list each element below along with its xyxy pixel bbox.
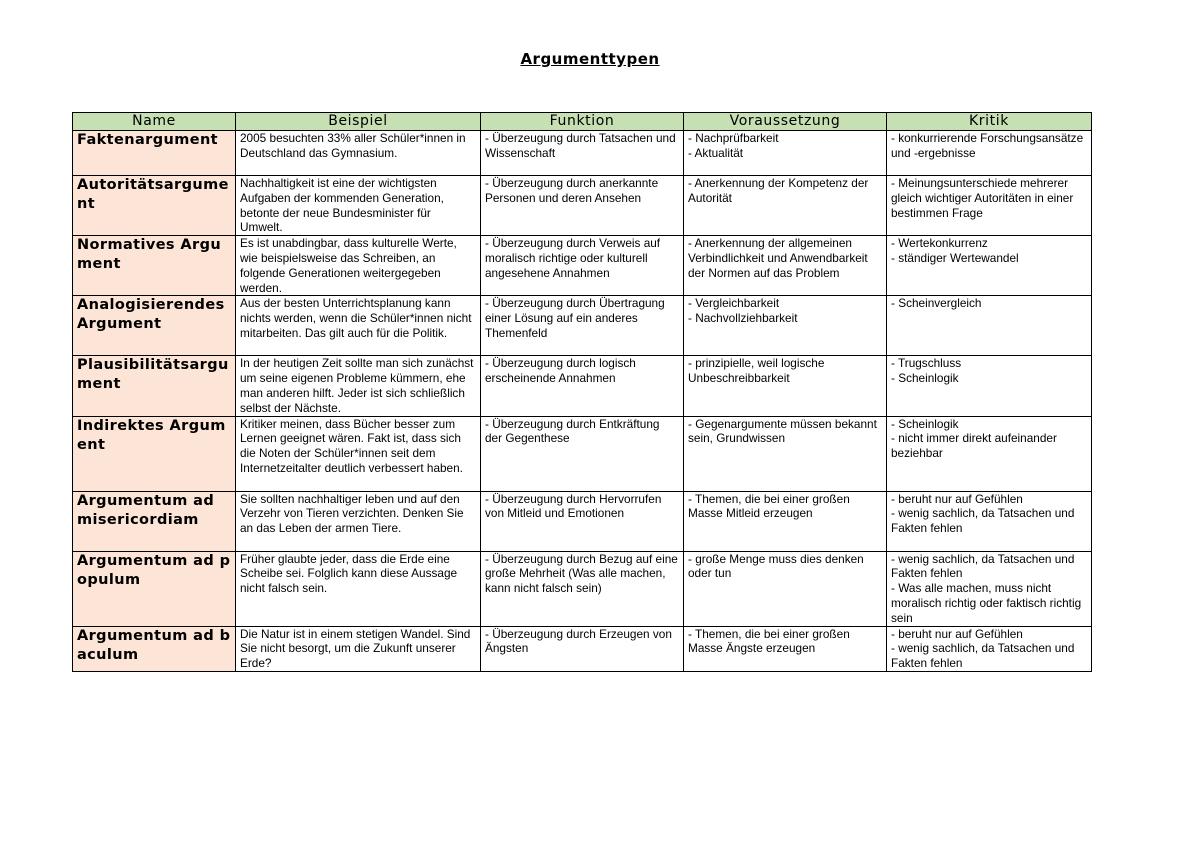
voraussetzung-line: - Aktualität (688, 145, 744, 160)
kritik-line: - beruht nur auf Gefühlen (891, 491, 1023, 506)
funktion-line: - Überzeugung durch Hervorrufen von Mitleid und Emotionen (485, 491, 662, 521)
funktion-line: - Überzeugung durch Tatsachen und Wissenschaft (485, 131, 676, 160)
kritik-line: - Trugschluss (891, 356, 962, 371)
argument-name-cell: Argumentum ad populum (73, 551, 236, 626)
kritik-line: - wenig sachlich, da Tatsachen und Fakten fehlen (891, 551, 1075, 581)
kritik-cell (887, 626, 1092, 671)
kritik-line: - Wertekonkurrenz (891, 236, 988, 251)
table-row (73, 236, 1092, 296)
kritik-cell (887, 176, 1092, 236)
voraussetzung-cell (684, 491, 887, 551)
voraussetzung-line: - Gegenargumente müssen bekannt sein, Grundwissen (688, 416, 877, 446)
voraussetzung-cell (684, 551, 887, 626)
kritik-cell (887, 356, 1092, 416)
voraussetzung-line: - Nachvollziehbarkeit (688, 311, 798, 326)
voraussetzung-line: - Vergleichbarkeit (688, 296, 780, 311)
table-row (73, 416, 1092, 491)
column-header-kritik: Kritik (887, 113, 1092, 131)
column-header-name: Name (73, 113, 236, 131)
voraussetzung-line: - Themen, die bei einer großen Masse Mitleid erzeugen (688, 491, 850, 521)
kritik-line: - konkurrierende Forschungsansätze und -ergebnisse (891, 131, 1084, 160)
table-row (73, 551, 1092, 626)
table-row (73, 176, 1092, 236)
beispiel-cell: Früher glaubte jeder, dass die Erde eine Scheibe sei. Folglich kann diese Aussage nicht falsch sein. (236, 551, 481, 626)
funktion-cell (481, 176, 684, 236)
funktion-line: - Überzeugung durch Verweis auf moralisch richtige oder kulturell angesehene Annahmen (485, 236, 661, 280)
funktion-line: - Überzeugung durch Bezug auf eine große Mehrheit (Was alle machen, kann nicht falsch sein) (485, 551, 678, 596)
page-title: Argumenttypen (520, 50, 660, 68)
table-row (73, 491, 1092, 551)
argument-name-cell: Autoritätsargument (73, 176, 236, 236)
funktion-line: - Überzeugung durch logisch erscheinende Annahmen (485, 356, 636, 386)
voraussetzung-line: - prinzipielle, weil logische Unbeschreibbarkeit (688, 356, 825, 386)
funktion-cell (481, 356, 684, 416)
beispiel-cell: Sie sollten nachhaltiger leben und auf den Verzehr von Tieren verzichten. Denken Sie an das Leben der armen Tiere. (236, 491, 481, 551)
voraussetzung-cell (684, 626, 887, 671)
argument-name-cell: Analogisierendes Argument (73, 296, 236, 356)
voraussetzung-line: - Anerkennung der allgemeinen Verbindlichkeit und Anwendbarkeit der Normen auf das Problem (688, 236, 868, 280)
beispiel-cell: Kritiker meinen, dass Bücher besser zum Lernen geeignet wären. Fakt ist, dass sich die Noten der Schüler*innen seit dem Internetzeitalter deutlich verbessert haben. (236, 416, 481, 491)
argument-name-cell: Argumentum ad misericordiam (73, 491, 236, 551)
kritik-line: - ständiger Wertewandel (891, 250, 1019, 265)
voraussetzung-line: - große Menge muss dies denken oder tun (688, 551, 864, 581)
funktion-cell (481, 236, 684, 296)
beispiel-cell: Es ist unabdingbar, dass kulturelle Werte, wie beispielsweise das Schreiben, an folgende Generationen weitergegeben werden. (236, 236, 481, 296)
argument-types-table (72, 112, 1092, 672)
funktion-cell (481, 491, 684, 551)
kritik-line: - Scheinvergleich (891, 296, 982, 311)
funktion-cell (481, 416, 684, 491)
kritik-cell (887, 551, 1092, 626)
column-header-funktion: Funktion (481, 113, 684, 131)
funktion-cell (481, 296, 684, 356)
argument-name-cell: Plausibilitätsargument (73, 356, 236, 416)
kritik-cell (887, 416, 1092, 491)
kritik-cell (887, 491, 1092, 551)
funktion-line: - Überzeugung durch Erzeugen von Ängsten (485, 626, 672, 656)
voraussetzung-cell (684, 296, 887, 356)
kritik-line: - Scheinlogik (891, 416, 959, 431)
voraussetzung-line: - Nachprüfbarkeit (688, 131, 779, 145)
funktion-line: - Überzeugung durch Übertragung einer Lösung auf ein anderes Themenfeld (485, 296, 665, 340)
header-row (73, 113, 1092, 131)
kritik-line: - Meinungsunterschiede mehrerer gleich wichtiger Autoritäten in einer bestimmen Frage (891, 176, 1074, 220)
kritik-line: - beruht nur auf Gefühlen (891, 626, 1023, 641)
kritik-cell (887, 236, 1092, 296)
column-header-beispiel: Beispiel (236, 113, 481, 131)
kritik-line: - Was alle machen, muss nicht moralisch richtig oder faktisch richtig sein (891, 581, 1082, 625)
voraussetzung-cell (684, 176, 887, 236)
voraussetzung-cell (684, 416, 887, 491)
voraussetzung-line: - Themen, die bei einer großen Masse Ängste erzeugen (688, 626, 850, 656)
voraussetzung-cell (684, 131, 887, 176)
kritik-line: - Scheinlogik (891, 371, 959, 386)
funktion-cell (481, 626, 684, 671)
table-row (73, 296, 1092, 356)
funktion-line: - Überzeugung durch Entkräftung der Gegenthese (485, 416, 660, 446)
kritik-cell (887, 131, 1092, 176)
kritik-line: - wenig sachlich, da Tatsachen und Fakten fehlen (891, 506, 1075, 536)
table-row (73, 356, 1092, 416)
funktion-line: - Überzeugung durch anerkannte Personen und deren Ansehen (485, 176, 659, 205)
kritik-line: - nicht immer direkt aufeinander beziehbar (891, 431, 1057, 461)
beispiel-cell: Die Natur ist in einem stetigen Wandel. Sind Sie nicht besorgt, um die Zukunft unserer Erde? (236, 626, 481, 671)
voraussetzung-line: - Anerkennung der Kompetenz der Autorität (688, 176, 869, 205)
kritik-cell (887, 296, 1092, 356)
voraussetzung-cell (684, 356, 887, 416)
kritik-line: - wenig sachlich, da Tatsachen und Fakten fehlen (891, 641, 1075, 671)
beispiel-cell: In der heutigen Zeit sollte man sich zunächst um seine eigenen Probleme kümmern, ehe man anderen hilft. Jeder ist sich schließlich selbst der Nächste. (236, 356, 481, 416)
argument-name-cell: Argumentum ad baculum (73, 626, 236, 671)
table-body (73, 131, 1092, 672)
beispiel-cell: Nachhaltigkeit ist eine der wichtigsten Aufgaben der kommenden Generation, betonte der neue Bundesminister für Umwelt. (236, 176, 481, 236)
beispiel-cell: 2005 besuchten 33% aller Schüler*innen in Deutschland das Gymnasium. (236, 131, 481, 176)
argument-name-cell: Indirektes Argument (73, 416, 236, 491)
funktion-cell (481, 551, 684, 626)
column-header-voraussetzung: Voraussetzung (684, 113, 887, 131)
argument-name-cell: Faktenargument (73, 131, 236, 176)
voraussetzung-cell (684, 236, 887, 296)
table-row (73, 626, 1092, 671)
funktion-cell (481, 131, 684, 176)
argument-name-cell: Normatives Argument (73, 236, 236, 296)
table-row (73, 131, 1092, 176)
beispiel-cell: Aus der besten Unterrichtsplanung kann nichts werden, wenn die Schüler*innen nicht mitarbeiten. Das gilt auch für die Politik. (236, 296, 481, 356)
